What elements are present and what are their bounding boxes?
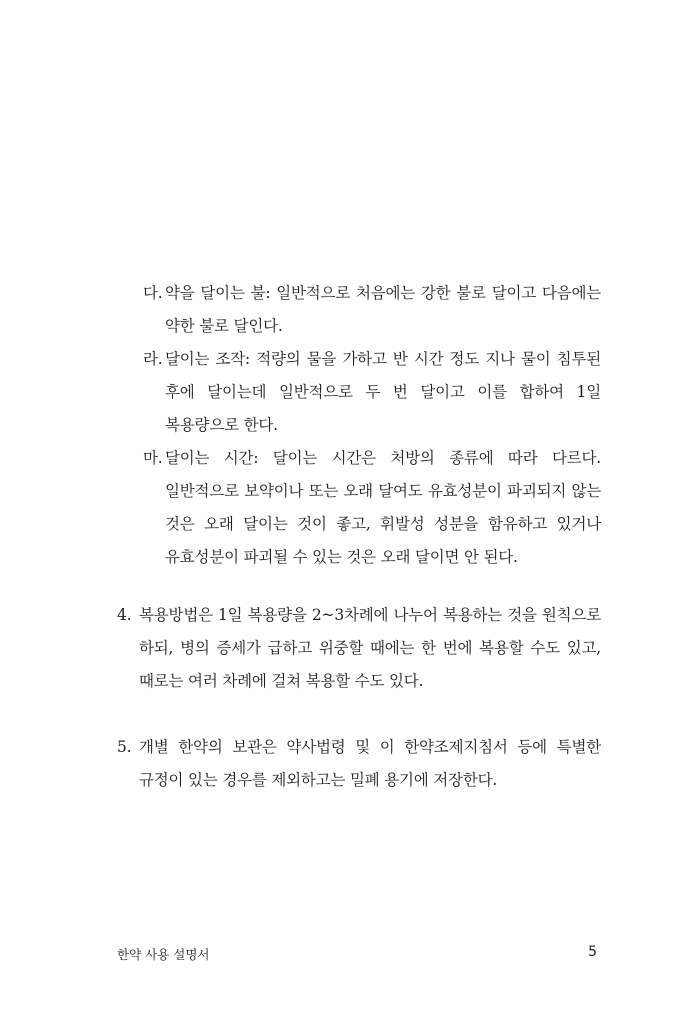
subitem-ma <box>143 442 601 574</box>
item-marker: 4. <box>117 606 132 624</box>
item-text: 복용방법은 1일 복용량을 2~3차례에 나누어 복용하는 것을 원칙으로 하되, 병의 증세가 급하고 위중할 때에는 한 번에 복용할 수도 있고, 때로는 여러 차례에 걸쳐 복용할 수도 있다. <box>139 606 601 690</box>
item-marker: 5. <box>117 738 132 756</box>
subitem-text: 달이는 시간: 달이는 시간은 처방의 종류에 따라 다르다. 일반적으로 보약이나 또는 오래 달여도 유효성분이 파괴되지 않는 것은 오래 달이는 것이 좋고, 휘발성 성분을 함유하고 있거나 유효성분이 파괴될 수 있는 것은 오래 달이면 안 된다. <box>165 449 601 566</box>
subitem-marker: 마. <box>143 449 163 467</box>
item-4 <box>117 599 601 698</box>
subitem-da <box>143 277 601 343</box>
subitem-text: 약을 달이는 불: 일반적으로 처음에는 강한 불로 달이고 다음에는 약한 불로 달인다. <box>165 284 601 335</box>
footer-title: 한약 사용 설명서 <box>117 947 210 962</box>
subitem-ra <box>143 343 601 442</box>
item-5 <box>117 731 601 797</box>
item-text: 개별 한약의 보관은 약사법령 및 이 한약조제지침서 등에 특별한 규정이 있는 경우를 제외하고는 밀폐 용기에 저장한다. <box>139 738 601 789</box>
page-number: 5 <box>588 944 597 960</box>
subitem-marker: 다. <box>143 284 163 302</box>
subitem-text: 달이는 조작: 적량의 물을 가하고 반 시간 정도 지나 물이 침투된 후에 달이는데 일반적으로 두 번 달이고 이를 합하여 1일 복용량으로 한다. <box>165 350 601 434</box>
subitem-marker: 라. <box>143 350 163 368</box>
